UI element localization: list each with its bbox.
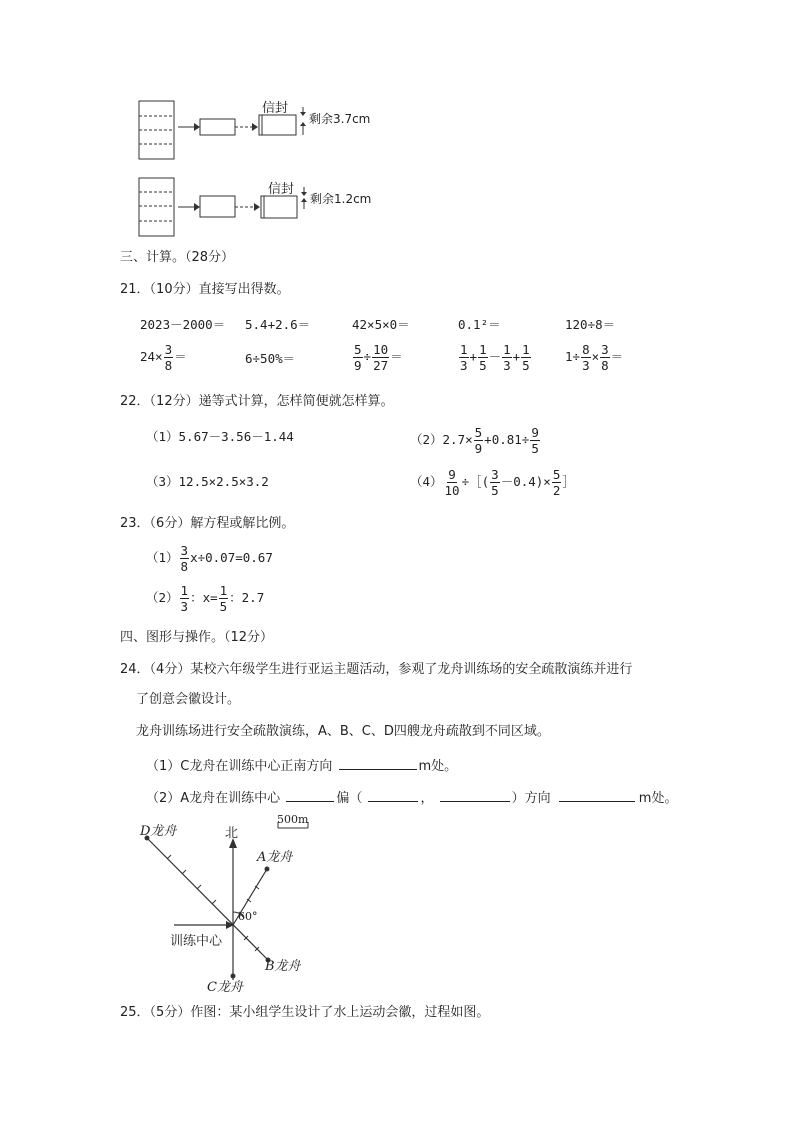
- map-b-label: B龙舟: [265, 959, 301, 974]
- answer-blank[interactable]: [440, 788, 510, 802]
- q21-r1-c: 42×5×0＝: [352, 317, 410, 332]
- answer-blank[interactable]: [286, 788, 334, 802]
- q22-header: 22．（12分）递等式计算，怎样简便就怎样算。: [120, 394, 394, 409]
- boat-map-diagram: [130, 812, 350, 992]
- q22-p2: （2）2.7× $\frac{5}{9}$ +0.81÷ $\frac{9}{5}$: [410, 425, 539, 456]
- envelope-label-1: 信封: [262, 101, 289, 116]
- q21-r2-e: 1÷ $\frac{8}{3}$ × $\frac{3}{8}$ ＝: [565, 342, 624, 373]
- remain-label-1: 剩余3.7cm: [309, 112, 371, 126]
- q24-sub-1: （1）C龙舟在训练中心正南方向 m处。: [146, 756, 457, 775]
- answer-blank[interactable]: [559, 788, 635, 802]
- map-c-label: C龙舟: [207, 980, 243, 995]
- answer-blank[interactable]: [339, 756, 417, 770]
- q21-header: 21．（10分）直接写出得数。: [120, 282, 290, 297]
- map-d-label: D龙舟: [140, 824, 177, 839]
- map-angle-label: 60°: [238, 910, 258, 923]
- q21-r2-c: $\frac{5}{9}$ ÷ $\frac{10}{27}$ ＝: [354, 342, 403, 373]
- q24-line-2: 了创意会徽设计。: [136, 692, 241, 707]
- answer-blank[interactable]: [368, 788, 418, 802]
- q24-line-1: 24．（4分）某校六年级学生进行亚运主题活动，参观了龙舟训练场的安全疏散演练并进行: [120, 662, 633, 677]
- q24-line-3: 龙舟训练场进行安全疏散演练，A、B、C、D四艘龙舟疏散到不同区域。: [136, 724, 550, 739]
- q21-r1-a: 2023－2000＝: [140, 317, 226, 332]
- map-scale-label: 500m: [277, 813, 309, 826]
- q22-p1: （1）5.67－3.56－1.44: [146, 429, 294, 444]
- q21-r1-d: 0.1²＝: [458, 317, 501, 332]
- q23-header: 23．（6分）解方程或解比例。: [120, 516, 295, 531]
- q22-p4: （4） $\frac{9}{10}$ ÷［( $\frac{3}{5}$ －0.4)× $\frac{5}{2}$ ］: [410, 467, 575, 498]
- envelope-label-2: 信封: [268, 182, 295, 197]
- map-north-label: 北: [225, 826, 239, 841]
- q24-sub-2: （2）A龙舟在训练中心 偏（ ， ）方向 m处。: [146, 788, 677, 807]
- section-3-title: 三、计算。（28分）: [120, 250, 235, 265]
- q21-r2-b: 6÷50%＝: [245, 351, 296, 366]
- q25-header: 25．（5分）作图：某小组学生设计了水上运动会徽，过程如图。: [120, 1005, 490, 1020]
- q21-r1-b: 5.4+2.6＝: [245, 317, 311, 332]
- q21-r2-a: 24× $\frac{3}{8}$ ＝: [140, 342, 187, 373]
- map-a-label: A龙舟: [257, 850, 293, 865]
- q22-p3: （3）12.5×2.5×3.2: [146, 474, 269, 489]
- q23-p2: （2） $\frac{1}{3}$ ：x= $\frac{1}{5}$ ：2.7: [146, 583, 265, 614]
- q21-r2-d: $\frac{1}{3}$ + $\frac{1}{5}$ － $\frac{1}{3}$ + $\frac{1}{5}$: [460, 342, 530, 373]
- q21-r1-e: 120÷8＝: [565, 317, 616, 332]
- remain-label-2: 剩余1.2cm: [310, 192, 372, 206]
- q23-p1: （1） $\frac{3}{8}$ x÷0.07=0.67: [146, 543, 273, 574]
- section-4-title: 四、图形与操作。（12分）: [120, 630, 274, 645]
- map-center-label: 训练中心: [170, 934, 223, 949]
